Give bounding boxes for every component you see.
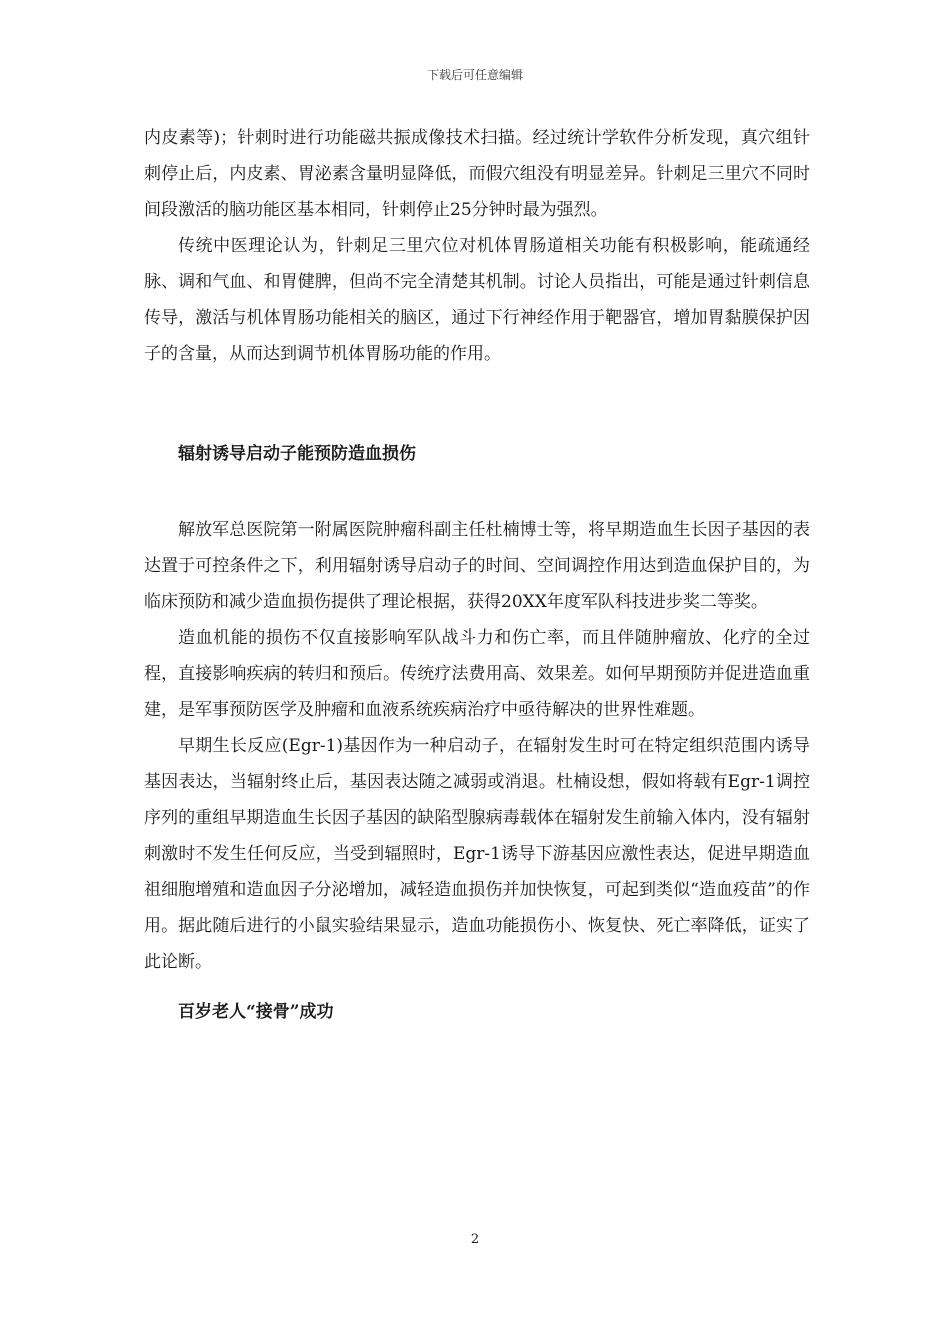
section-heading-radiation: 辐射诱导启动子能预防造血损伤: [178, 444, 416, 464]
paragraph-continued: 内皮素等)；针刺时进行功能磁共振成像技术扫描。经过统计学软件分析发现，真穴组针刺停止后，内皮素、胃泌素含量明显降低，而假穴组没有明显差异。针刺足三里穴不同时间段激活的脑功能区基本相同，针刺停止25分钟时最为强烈。: [144, 128, 810, 220]
section-heading-centenarian: 百岁老人“接骨”成功: [178, 1002, 334, 1022]
page-header: 下载后可任意编辑: [426, 68, 523, 82]
spacer: [144, 980, 810, 994]
paragraph-hematopoietic-damage: 造血机能的损伤不仅直接影响军队战斗力和伤亡率，而且伴随肿瘤放、化疗的全过程，直接影响疾病的转归和预后。传统疗法费用高、效果差。如何早期预防并促进造血重建，是军事预防医学及肿瘤和血液系统疾病治疗中亟待解决的世界性难题。: [144, 628, 810, 720]
spacer: [144, 472, 810, 512]
document-body: [144, 120, 810, 1030]
paragraph-research-summary: 解放军总医院第一附属医院肿瘤科副主任杜楠博士等，将早期造血生长因子基因的表达置于可控条件之下，利用辐射诱导启动子的时间、空间调控作用达到造血保护目的，为临床预防和减少造血损伤提供了理论根据，获得20XX年度军队科技进步奖二等奖。: [144, 520, 810, 612]
page-number: 2: [470, 1232, 480, 1247]
spacer: [144, 372, 810, 436]
paragraph-tcm-theory: 传统中医理论认为，针刺足三里穴位对机体胃肠道相关功能有积极影响，能疏通经脉、调和气血、和胃健脾，但尚不完全清楚其机制。讨论人员指出，可能是通过针刺信息传导，激活与机体胃肠功能相关的脑区，通过下行神经作用于靶器官，增加胃黏膜保护因子的含量，从而达到调节机体胃肠功能的作用。: [144, 236, 810, 364]
paragraph-egr1-gene: 早期生长反应(Egr-1)基因作为一种启动子，在辐射发生时可在特定组织范围内诱导基因表达，当辐射终止后，基因表达随之减弱或消退。杜楠设想，假如将载有Egr-1调控序列的重组早期造血生长因子基因的缺陷型腺病毒载体在辐射发生前输入体内，没有辐射刺激时不发生任何反应，当受到辐照时，Egr-1诱导下游基因应激性表达，促进早期造血祖细胞增殖和造血因子分泌增加，减轻造血损伤并加快恢复，可起到类似“造血疫苗”的作用。据此随后进行的小鼠实验结果显示，造血功能损伤小、恢复快、死亡率降低，证实了此论断。: [144, 736, 810, 972]
